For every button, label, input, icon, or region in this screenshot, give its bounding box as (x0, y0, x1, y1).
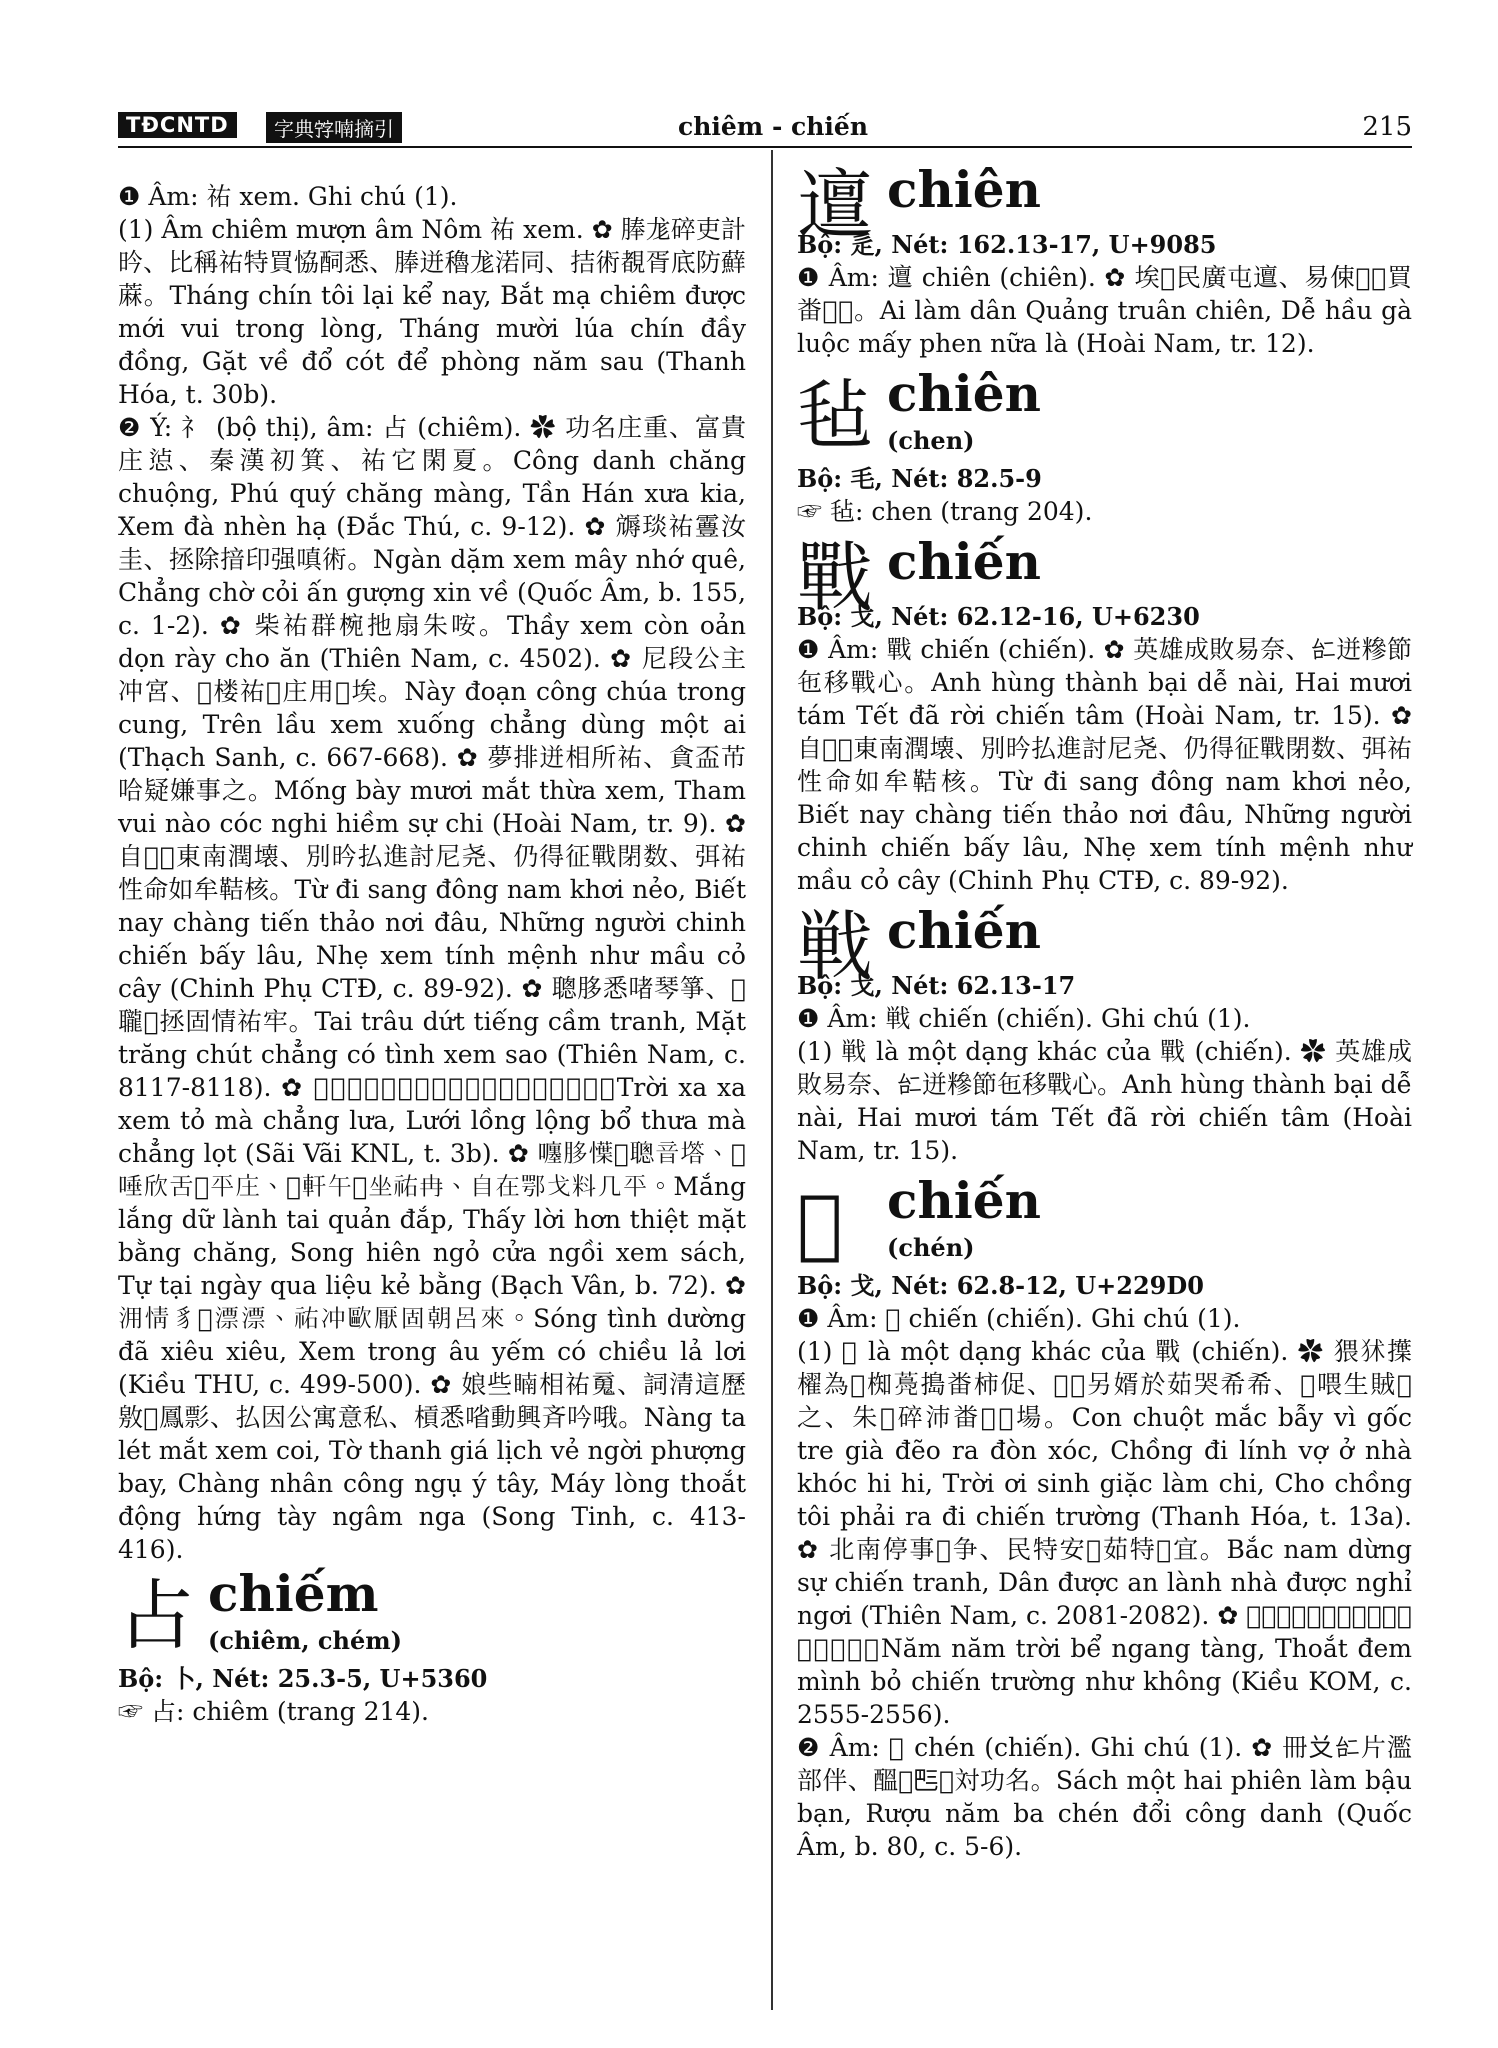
headword-character: 戦 (797, 902, 873, 991)
entry-note: (1) Âm chiêm mượn âm Nôm 祐 xem. ✿ 䏾尨碎吏計昑、比稱祐特買恊䣳悉、䏾迸穭尨渃同、拮術覩胥底防蘚蔴。Tháng chín tôi lại kể nay, Bắt mạ chiêm được mới vui trong lòng, Tháng mười lúa chín đầy đồng, Gặt về đổ cót để phòng năm sau (Thanh Hóa, t. 30b). (118, 215, 746, 409)
running-title: chiêm - chiến (678, 112, 869, 141)
entry-heading (797, 1173, 1412, 1269)
entry-paragraph: ❷ Ý: 礻 (bộ thị), âm: 占 (chiêm). ✿ 功名庄重、富貴庄惉、秦漢初箕、祐它閑夏。Công danh chăng chuộng, Phú quý chăng màng, Tần Hán xưa kia, Xem đà nhèn hạ (Đắc Thú, c. 9-12). ✿ 䢇琰祐霻汝圭、拯除揞印强嗔術。Ngàn dặm xem mây nhớ quê, Chẳng chờ cỏi ấn gượng xin về (Quốc Âm, b. 155, c. 1-2). ✿ 柴祐群椀扡扇朱咹。Thầy xem còn oản dọn rày cho ăn (Thiên Nam, c. 4502). ✿ 尼段公主冲宮、𨕭楼祐𠀲庄用𠬠埃。Này đoạn công chúa trong cung, Trên lầu xem xuống chẳng dùng một ai (Thạch Sanh, c. 667-668). ✿ 夢排迸相所祐、貪盃芇哈疑嫌事之。Mống bày mươi mắt thừa xem, Tham vui nào cóc nghi hiềm sự chi (Hoài Nam, tr. 9). ✿ 自𧼋𨖅東南潤壊、別昑払進討尼尧、仍得征戰閉数、弭祐性命如牟鞊核。Từ đi sang đông nam khơi nẻo, Biết nay chàng tiến thảo nơi đâu, Những người chinh chiến bấy lâu, Nhẹ xem tính mệnh như mầu cỏ cây (Chinh Phụ CTĐ, c. 89-92). ✿ 聰䏧悉啫琴箏、𪵅䏊𦛿拯固情祐牢。Tai trâu dứt tiếng cầm tranh, Mặt trăng chút chẳng có tình xem sao (Thiên Nam, c. 8117-8118). ✿ 𡗶賖賖祐𤊧麻庄𢥈、綑𣳔𣳔𥹰踈麻庄𠻀。Trời xa xa xem tỏ mà chẳng lưa, Lưới lồng lộng bổ thưa mà chẳng lọt (Sãi Vãi KNL, t. 3b). ✿ 𡃚䏧𢢲𤀖聰音㙮、𠓀唾欣舌𪵅平庄、𡫡軒午𠛌坐祐冉、自在鄂戈料几平。Mắng lắng dữ lành tai quản đắp, Thấy lời hơn thiệt mặt bằng chăng, Song hiên ngỏ cửa ngồi xem sách, Tự tại ngày qua liệu kẻ bằng (Bạch Vân, b. 72). ✿ 𣳔情豸𢴑漂漂、祐冲歐厭固朝呂來。Sóng tình dường đã xiêu xiêu, Xem trong âu yếm có chiều lả lơi (Kiều THU, c. 499-500). ✿ 娘些𥈶相祐䰟、詞清這歷敫𤇊鳳彯、払因公寓意私、槓悉㗂動興斉吟哦。Nàng ta lét mắt xem coi, Tờ thanh giá lịch vẻ ngời phượng bay, Chàng nhân công ngụ ý tây, Máy lòng thoắt động hứng tày ngâm nga (Song Tinh, c. 413-416). (118, 413, 746, 1564)
headword: chiên (887, 364, 1041, 423)
series-logo-han: 字典𡨸喃摘引 (266, 112, 402, 143)
radical-strokes: Bộ: 辵, Nét: 162.13-17, U+9085 (797, 230, 1217, 259)
entry-chiem (118, 1566, 746, 1728)
entry-paragraph: ❶ Âm: 邅 chiên (chiên). ✿ 埃𡗉民廣屯邅、易㑛𪃿𤑟買畨𢀭𡀍。Ai làm dân Quảng truân chiên, Dễ hầu gà luộc mấy phen nữa là (Hoài Nam, tr. 12). (797, 263, 1412, 358)
radical-strokes: Bộ: 戈, Nét: 62.8-12, U+229D0 (797, 1271, 1204, 1300)
left-column (118, 180, 746, 1728)
headword: chiếm (208, 1564, 379, 1623)
page-number: 215 (1362, 112, 1412, 142)
page-header (118, 106, 1412, 146)
headword-character: 邅 (797, 161, 873, 250)
cross-reference: ☞ 占: chiêm (trang 214). (118, 1697, 429, 1726)
headword-character: 占 (118, 1571, 194, 1660)
headword-character: 戰 (797, 533, 873, 622)
radical-strokes: Bộ: 卜, Nét: 25.3-5, U+5360 (118, 1664, 488, 1693)
entry-paragraph: ❶ Âm: 戦 chiến (chiến). Ghi chú (1). (797, 1004, 1251, 1033)
right-column (797, 162, 1412, 1863)
entry-note: (1) 𢧐 là một dạng khác của 戰 (chiến). ✿ 猥𤝞擛櫂為𣘃椥𦽏搗畨柿促、𦠘𧼋另婿於茹哭希希、𡗶喂生賊𠇮之、朱𦠘碎沛畨𧼋𢧐場。Con chuột mắc bẫy vì gốc tre già đẽo ra đòn xóc, Chồng đi lính vợ ở nhà khóc hi hi, Trời ơi sinh giặc làm chi, Cho chồng tôi phải ra đi chiến trường (Thanh Hóa, t. 13a). ✿ 北南停事𢧐争、民特安𡎢茹特𢬣宜。Bắc nam dừng sự chiến tranh, Dân được an lành nhà được nghỉ ngơi (Thiên Nam, c. 2081-2082). ✿ 𢆥𢆥𡗶𣷭昂藏、𠳨挠命補𢧐場如空。Năm năm trời bể ngang tàng, Thoắt đem mình bỏ chiến trường như không (Kiều KOM, c. 2555-2556). (797, 1337, 1412, 1729)
radical-strokes: Bộ: 毛, Nét: 82.5-9 (797, 464, 1042, 493)
radical-strokes: Bộ: 戈, Nét: 62.13-17 (797, 971, 1076, 1000)
series-logo: TĐCNTD (118, 112, 237, 138)
headword-variants: (chiêm, chém) (208, 1626, 402, 1655)
entry-paragraph: ❷ Âm: 𢧐 chén (chiến). Ghi chú (1). ✿ 冊𠬠𠄩片濫部伴、醞𢆥𠀧𢧐対功名。Sách một hai phiên làm bậu bạn, Rượu năm ba chén đổi công danh (Quốc Âm, b. 80, c. 5-6). (797, 1733, 1412, 1861)
entry-chien-1 (797, 162, 1412, 360)
entry-heading (797, 366, 1412, 462)
entry-paragraph: ❶ Âm: 祐 xem. Ghi chú (1). (118, 182, 458, 211)
cross-reference: ☞ 毡: chen (trang 204). (797, 497, 1093, 526)
entry-paragraph: ❶ Âm: 𢧐 chiến (chiến). Ghi chú (1). (797, 1304, 1241, 1333)
headword-variants: (chen) (887, 426, 975, 455)
entry-chien-5 (797, 1173, 1412, 1863)
headword: chiến (887, 532, 1041, 591)
radical-strokes: Bộ: 戈, Nét: 62.12-16, U+6230 (797, 602, 1200, 631)
headword: chiến (887, 1171, 1041, 1230)
entry-note: (1) 戦 là một dạng khác của 戰 (chiến). ✿ 英雄成敗易奈、𠄩迸糝節㐌移戰心。Anh hùng thành bại dễ nài, Hai mươi tám Tết đã rời chiến tâm (Hoài Nam, tr. 15). (797, 1037, 1412, 1165)
entry-paragraph: ❶ Âm: 戰 chiến (chiến). ✿ 英雄成敗易奈、𠄩迸糝節㐌移戰心。Anh hùng thành bại dễ nài, Hai mươi tám Tết đã rời chiến tâm (Hoài Nam, tr. 15). ✿ 自𧼋𨖅東南潤壊、別昑払進討尼尧、仍得征戰閉数、弭祐性命如牟鞊核。Từ đi sang đông nam khơi nẻo, Biết nay chàng tiến thảo nơi đâu, Những người chinh chiến bấy lâu, Nhẹ xem tính mệnh như mầu cỏ cây (Chinh Phụ CTĐ, c. 89-92). (797, 635, 1412, 895)
header-rule (118, 146, 1412, 148)
headword: chiến (887, 901, 1041, 960)
entry-chien-4 (797, 903, 1412, 1167)
column-divider (771, 150, 773, 2010)
headword-variants: (chén) (887, 1233, 975, 1262)
entry-heading (118, 1566, 746, 1662)
entry-chien-2 (797, 366, 1412, 528)
headword-character: 𢧐 (797, 1178, 843, 1267)
headword-character: 毡 (797, 371, 873, 460)
headword: chiên (887, 160, 1041, 219)
entry-chien-3 (797, 534, 1412, 897)
